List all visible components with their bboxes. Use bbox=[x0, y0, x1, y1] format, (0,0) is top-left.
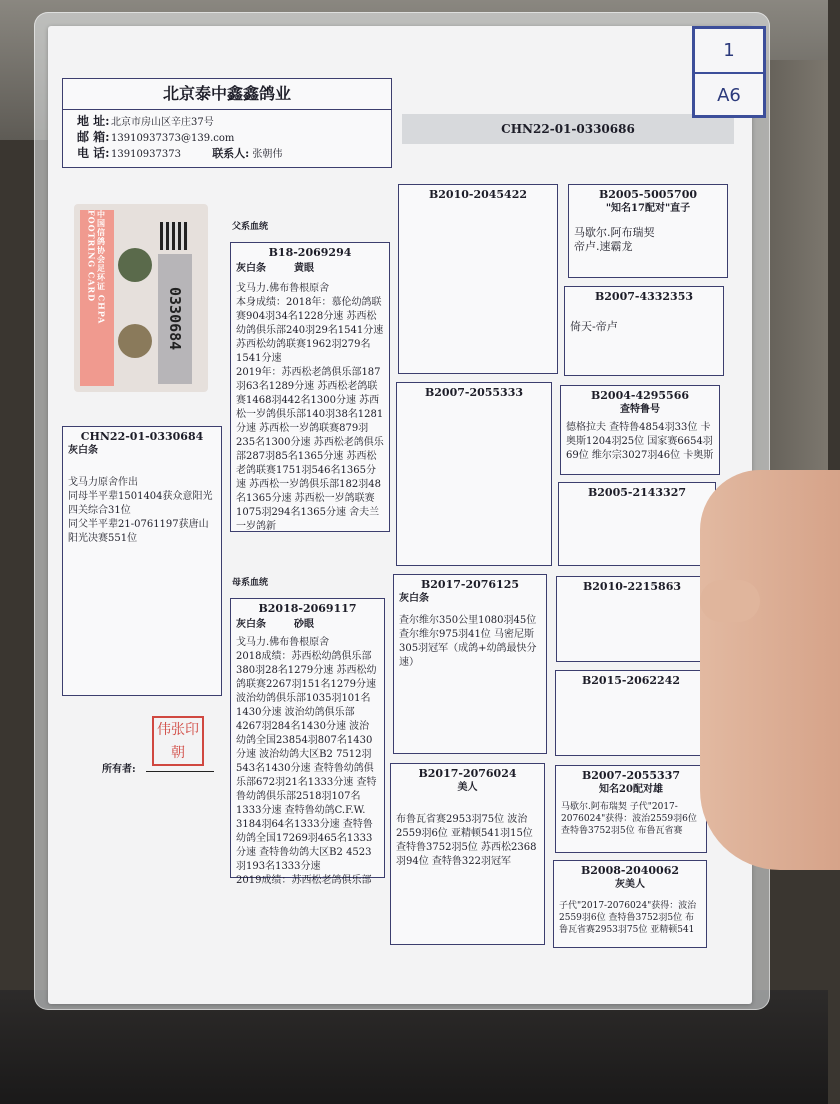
email: 13910937373@139.com bbox=[111, 133, 235, 144]
ggp-text: 马歇尔.阿布瑞契 子代"2017-2076024"获得：波治2559羽6位 查特鲁3752羽5位 布鲁瓦省赛 bbox=[561, 802, 697, 836]
address: 北京市房山区辛庄37号 bbox=[111, 117, 214, 128]
dam-record: 2018成绩：苏西松幼鸽俱乐部380羽28名1279分速 苏西松幼鸽联赛2267羽151名1279分速 波治幼鸽俱乐部1035羽101名1430分速 波治幼鸽俱乐部4267羽284名1430分速 波治幼鸽全国23854羽807名1430分速 波治幼鸽大区B2 7512羽543名1430分速 查特鲁幼鸽俱乐部672羽21名1333分速 查特鲁幼鸽俱乐部2518羽107名1333分速 查特鲁幼鸽C.F.W. 3184羽64名1333分速 查特鲁幼鸽全国17269羽465名1333分速 查特鲁幼鸽大区B2 4523羽193名1333分速 2019成绩：苏西松老鸽俱乐部 bbox=[236, 651, 377, 886]
number-tag bbox=[692, 26, 766, 118]
loft-info-box bbox=[62, 78, 392, 168]
ggp-ring: B2007-2055337 bbox=[581, 769, 681, 782]
owner-label: 所有者: bbox=[102, 764, 136, 775]
card-side-text: 中国信鸽协会足环证 CHPA FOOTRING CARD bbox=[80, 210, 114, 386]
qr-code-icon bbox=[160, 222, 188, 250]
holding-hand bbox=[700, 470, 840, 870]
ggp-text: 马歇尔.阿布瑞契 帝卢.速霸龙 bbox=[574, 226, 655, 253]
ggp-name: 灰美人 bbox=[615, 879, 645, 890]
stamp-char: 张 bbox=[171, 721, 185, 738]
thumb bbox=[700, 580, 760, 622]
ggp-box bbox=[558, 482, 716, 566]
pigeon-photo-icon bbox=[118, 324, 152, 358]
stamp-char: 伟 bbox=[157, 721, 171, 738]
contact: 张朝伟 bbox=[252, 149, 283, 160]
phone-label: 电 话: bbox=[77, 146, 110, 160]
subject-box bbox=[62, 426, 222, 696]
ggp-ring: B2004-4295566 bbox=[590, 389, 690, 402]
owner-seal-stamp bbox=[152, 716, 204, 766]
dam-color: 灰白条 bbox=[236, 619, 266, 630]
pigeon-emblem-icon bbox=[118, 248, 152, 282]
ggp-ring: B2015-2062242 bbox=[581, 674, 681, 687]
ggp-ring: B2005-2143327 bbox=[587, 486, 687, 499]
phone: 13910937373 bbox=[111, 149, 181, 160]
dam-ring: B2018-2069117 bbox=[258, 602, 357, 615]
ggp-ring: B2008-2040062 bbox=[580, 864, 680, 877]
tag-number: 1 bbox=[723, 40, 735, 61]
ggp-text: 倚天-帝卢 bbox=[570, 320, 618, 333]
ggp-name: 查特鲁号 bbox=[620, 404, 660, 415]
ggp-name: 知名20配对雄 bbox=[599, 784, 663, 795]
granddam-sire-ring: B2007-2055333 bbox=[424, 386, 524, 399]
subject-notes: 戈马力原舍作出 同母半平辈1501404获众意阳光四关综合31位 同父半平辈21-0761197获唐山阳光决赛551位 bbox=[68, 477, 213, 544]
owner-signature-line bbox=[146, 771, 214, 772]
stamp-char: 印 bbox=[185, 721, 199, 738]
sire-ring: B18-2069294 bbox=[268, 246, 352, 259]
loft-name: 北京泰中鑫鑫鸽业 bbox=[63, 79, 391, 110]
ggp-name: "知名17配对"直子 bbox=[605, 203, 691, 214]
grandsire-sire-ring: B2010-2045422 bbox=[428, 188, 528, 201]
tag-code: A6 bbox=[695, 72, 763, 117]
ggp-ring: B2010-2215863 bbox=[582, 580, 682, 593]
sire-line-label: 父系血统 bbox=[232, 222, 269, 232]
ggp-box bbox=[560, 385, 720, 475]
ggp-ring: B2007-4332353 bbox=[594, 290, 694, 303]
dam-origin: 戈马力.佛布鲁根原舍 bbox=[236, 637, 330, 648]
sire-box bbox=[230, 242, 390, 532]
granddam-dam-record: 布鲁瓦省赛2953羽75位 波治2559羽6位 亚精顿541羽15位 查特鲁3752羽5位 苏西松2368羽94位 查特鲁322羽冠军 bbox=[396, 814, 537, 867]
granddam-dam-box bbox=[390, 763, 545, 945]
subject-color: 灰白条 bbox=[68, 445, 98, 456]
dam-box bbox=[230, 598, 385, 886]
sire-eye: 黄眼 bbox=[294, 263, 314, 274]
ggp-box bbox=[555, 765, 707, 853]
granddam-dam-ring: B2017-2076024 bbox=[418, 767, 517, 780]
ggp-text: 子代"2017-2076024"获得：波治2559羽6位 查特鲁3752羽5位 布鲁瓦省赛2953羽75位 亚精顿541 bbox=[559, 901, 697, 935]
address-label: 地 址: bbox=[77, 114, 110, 128]
email-label: 邮 箱: bbox=[77, 130, 110, 144]
grandsire-dam-color: 灰白条 bbox=[399, 593, 429, 604]
granddam-sire-box bbox=[396, 382, 552, 566]
contact-label: 联系人: bbox=[212, 147, 250, 160]
granddam-dam-name: 美人 bbox=[457, 782, 478, 793]
ggp-text: 德格拉夫 查特鲁4854羽33位 卡奥斯1204羽25位 国家赛6654羽69位 维尔宗3027羽46位 卡奥斯 bbox=[566, 422, 714, 461]
grandsire-dam-record: 查尔维尔350公里1080羽45位 查尔维尔975羽41位 马密尼斯305羽冠军（成鸽+幼鸽最快分速） bbox=[399, 615, 537, 668]
ggp-box bbox=[564, 286, 724, 376]
ggp-box bbox=[553, 860, 707, 948]
ring-number-bar: CHN22-01-0330686 bbox=[402, 114, 734, 144]
grandsire-sire-box bbox=[398, 184, 558, 374]
subject-ring: CHN22-01-0330684 bbox=[80, 430, 204, 443]
ggp-box bbox=[568, 184, 728, 278]
sire-record: 本身成绩：2018年：慕伦幼鸽联赛904羽34名1228分速 苏西松幼鸽俱乐部240羽29名1541分速 苏西松幼鸽联赛1962羽279名1541分速 2019年：苏西松老鸽俱乐部187羽63名1289分速 苏西松老鸽联赛1468羽442名1300分速 苏西松一岁鸽俱乐部140羽38名1281分速 苏西松一岁鸽联赛879羽235名1300分速 苏西松老鸽俱乐部287羽85名1365分速 苏西松老鸽联赛1751羽546名1365分速 苏西松一岁鸽俱乐部182羽48名1365分速 苏西松一岁鸽联赛1075羽294名1365分速 舍夫兰一岁鸽新 bbox=[236, 297, 384, 532]
ggp-box bbox=[556, 576, 708, 662]
dam-eye: 砂眼 bbox=[294, 619, 314, 630]
ggp-ring: B2005-5005700 bbox=[598, 188, 698, 201]
grandsire-dam-box bbox=[393, 574, 547, 754]
card-number: 0330684 bbox=[158, 254, 192, 384]
sire-color: 灰白条 bbox=[236, 263, 266, 274]
dam-line-label: 母系血统 bbox=[232, 578, 269, 588]
sire-origin: 戈马力.佛布鲁根原舍 bbox=[236, 283, 330, 294]
grandsire-dam-ring: B2017-2076125 bbox=[420, 578, 520, 591]
ggp-box bbox=[555, 670, 707, 756]
footring-card bbox=[74, 204, 208, 392]
stamp-char: 朝 bbox=[171, 744, 185, 761]
